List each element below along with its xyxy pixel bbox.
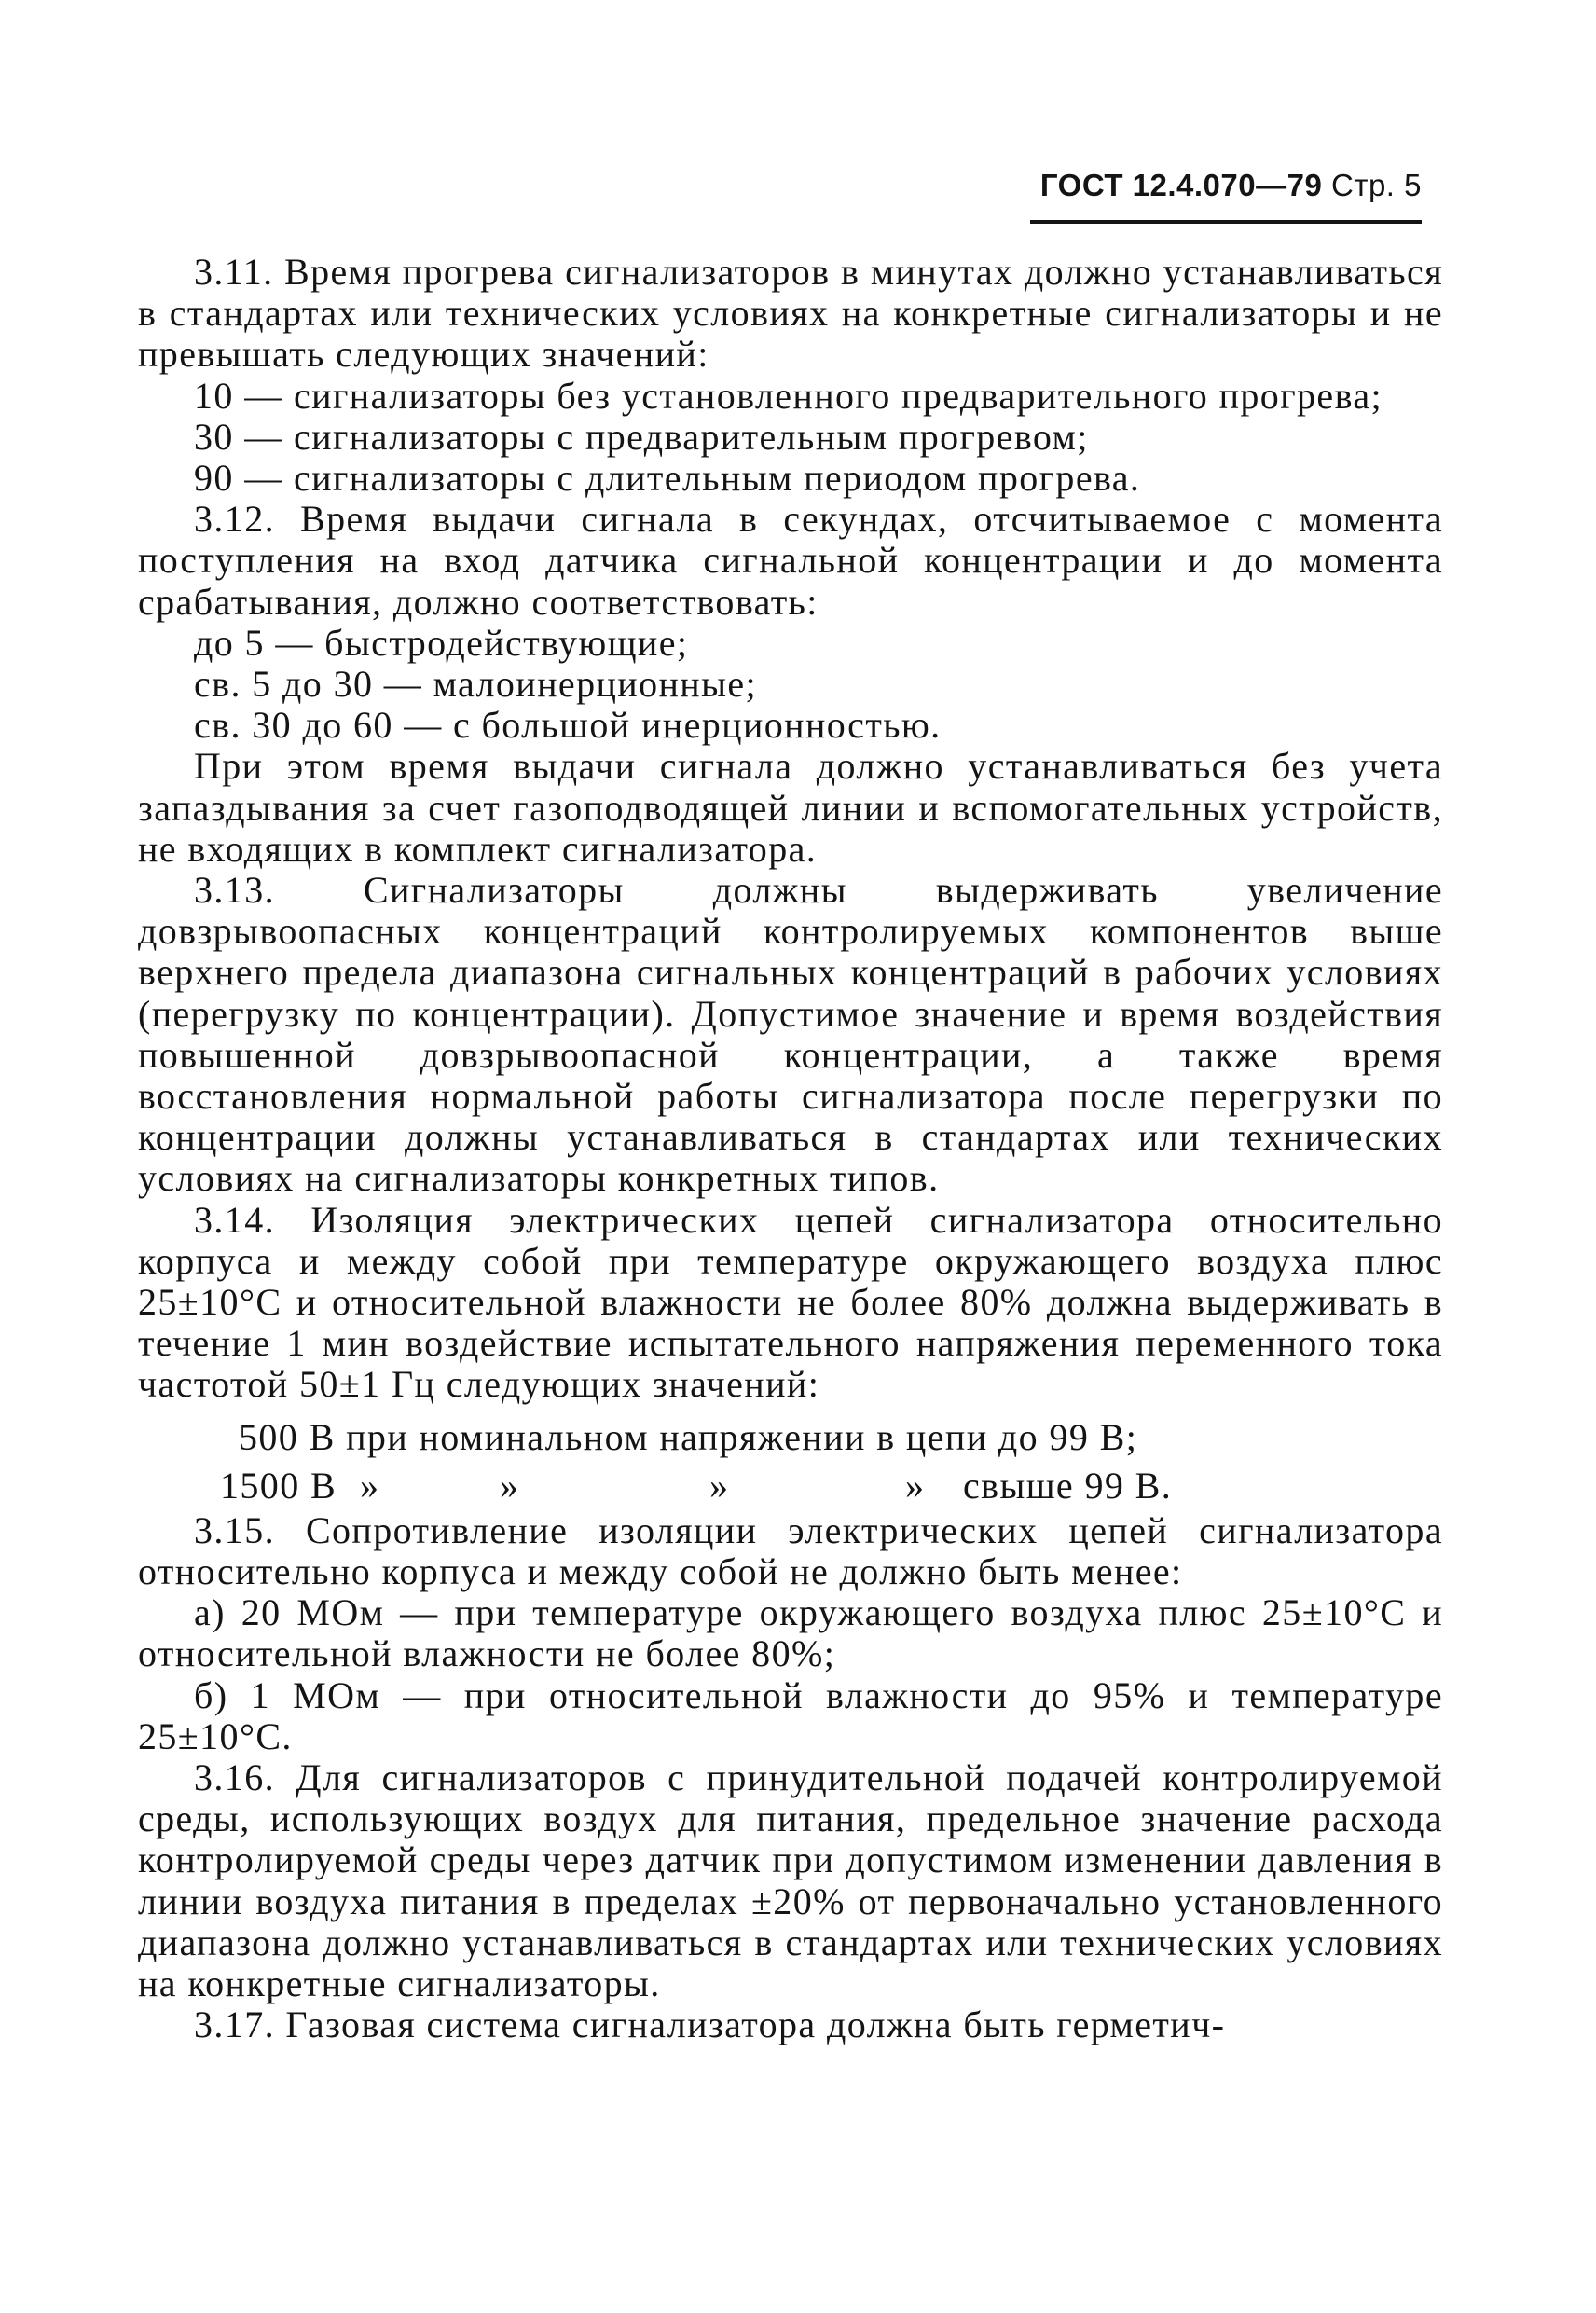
document-body <box>138 252 1443 2045</box>
section-3-14: 3.14. Изоляция электрических цепей сигнализатора относительно корпуса и между собой при температуре окружающего воздуха плюс 25±10°С и относительной влажности не более 80% должна выдерживать в течение 1 мин воздействие испытательного напряжения переменного тока частотой 50±1 Гц следующих значений: <box>138 1198 1443 1406</box>
header-rule <box>1030 220 1422 224</box>
page-number: Стр. 5 <box>1331 168 1422 202</box>
section-3-13: 3.13. Сигнализаторы должны выдерживать увеличение довзрывоопасных концентраций контролируемых компонентов выше верхнего предела диапазона сигнальных концентраций в рабочих условиях (перегрузку по концентрации). Допустимое значение и время воздействия повышенной довзрывоопасной концентрации, а также время восстановления нормальной работы сигнализатора после перегрузки по концентрации должны устанавливаться в стандартах или технических условиях на сигнализаторы конкретных типов. <box>138 869 1443 1200</box>
ditto-mark: » <box>500 1464 520 1507</box>
response-item-fast: до 5 — быстродействующие; <box>194 621 689 664</box>
ditto-mark: » <box>360 1464 380 1507</box>
voltage-row-1500 <box>138 1462 1443 1510</box>
ditto-mark: » <box>905 1464 926 1507</box>
section-3-11: 3.11. Время прогрева сигнализаторов в минутах должно устанавливаться в стандартах или технических условиях на конкретные сигнализаторы и не превышать следующих значений: <box>138 251 1443 376</box>
warmup-item-10: 10 — сигнализаторы без установленного предварительного прогрева; <box>194 374 1383 417</box>
section-3-15: 3.15. Сопротивление изоляции электрических цепей сигнализатора относительно корпуса и между собой не должно быть менее: <box>138 1508 1443 1592</box>
voltage-tail: свыше 99 В. <box>963 1464 1173 1507</box>
standard-number: ГОСТ 12.4.070—79 <box>1039 168 1323 202</box>
warmup-item-30: 30 — сигнализаторы с предварительным прогревом; <box>194 415 1089 458</box>
voltage-value: 1500 В <box>220 1464 337 1507</box>
ditto-mark: » <box>709 1464 730 1507</box>
section-3-12-note: При этом время выдачи сигнала должно устанавливаться без учета запаздывания за счет газоподводящей линии и вспомогательных устройств, не входящих в комплект сигнализатора. <box>138 745 1443 870</box>
section-3-17: 3.17. Газовая система сигнализатора должна быть герметич- <box>194 2003 1226 2046</box>
page-header <box>1030 168 1422 203</box>
resistance-item-b: б) 1 МОм — при относительной влажности до 95% и температуре 25±10°С. <box>138 1673 1443 1757</box>
voltage-row-500: 500 В при номинальном напряжении в цепи до 99 В; <box>239 1415 1138 1458</box>
section-3-12: 3.12. Время выдачи сигнала в секундах, отсчитываемое с момента поступления на вход датчика сигнальной концентрации и до момента срабатывания, должно соответствовать: <box>138 498 1443 623</box>
section-3-16: 3.16. Для сигнализаторов с принудительной подачей контролируемой среды, использующих воздух для питания, предельное значение расхода контролируемой среды через датчик при допустимом изменении давления в линии воздуха питания в пределах ±20% от первоначально установленного диапазона должно устанавливаться в стандартах или технических условиях на конкретные сигнализаторы. <box>138 1755 1443 2004</box>
resistance-item-a: а) 20 МОм — при температуре окружающего воздуха плюс 25±10°С и относительной влажности не более 80%; <box>138 1591 1443 1675</box>
warmup-item-90: 90 — сигнализаторы с длительным периодом прогрева. <box>194 457 1141 500</box>
response-item-low-inertia: св. 5 до 30 — малоинерционные; <box>194 663 758 706</box>
response-item-high-inertia: св. 30 до 60 — с большой инерционностью. <box>194 704 942 747</box>
